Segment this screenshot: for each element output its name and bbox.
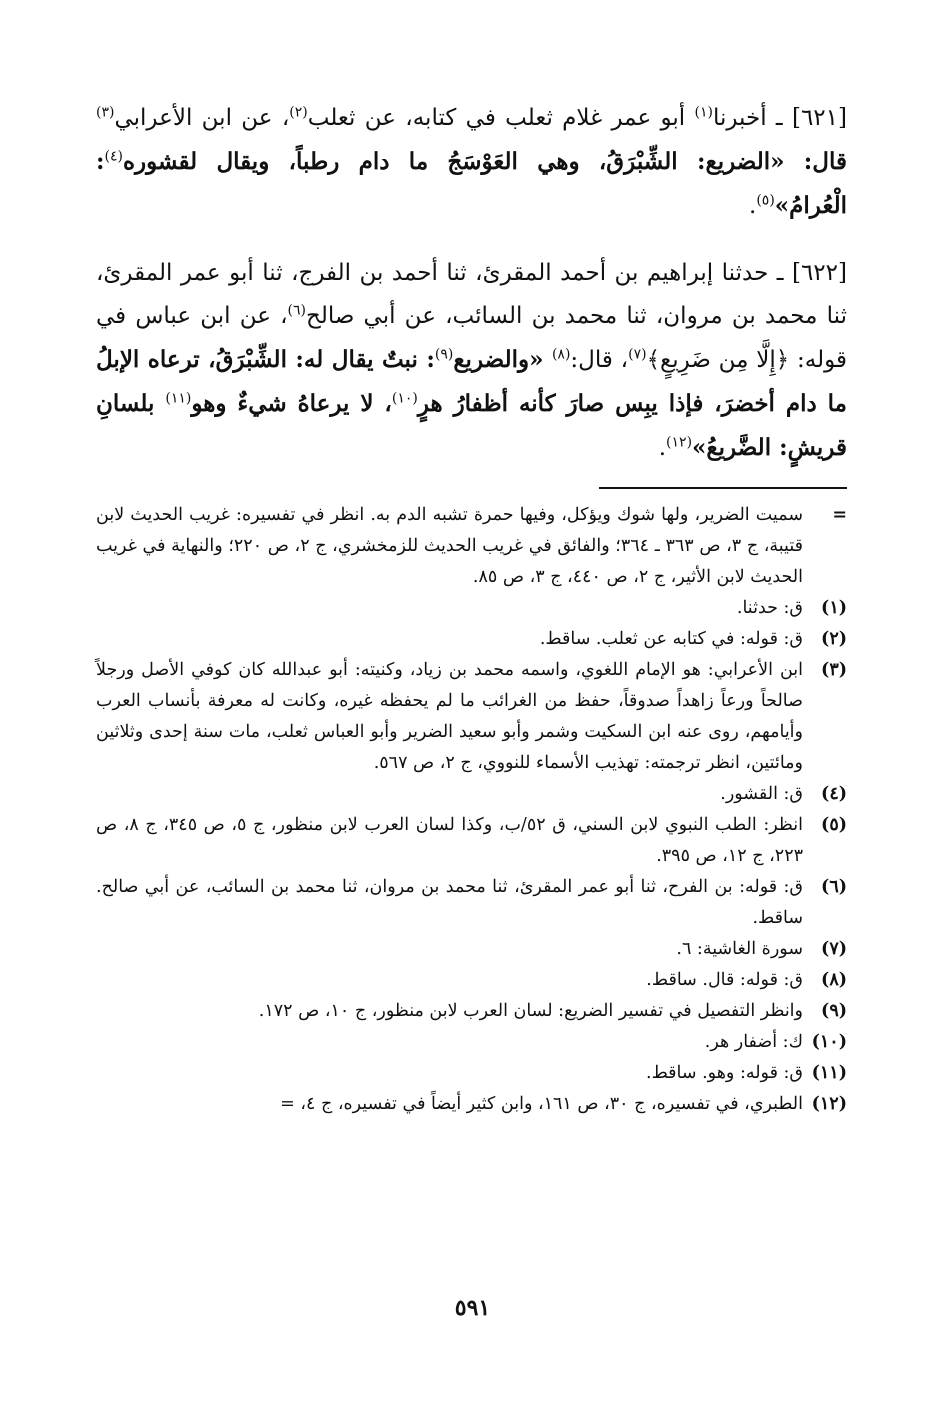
footnote-5 bbox=[96, 810, 847, 872]
footnote-number: (٧) bbox=[821, 939, 847, 959]
footnote-text: ق: قوله: بن الفرح، ثنا أبو عمر المقرئ، ثنا محمد بن مروان، ثنا محمد بن السائب، عن أبي صالح. ساقط. bbox=[96, 877, 803, 928]
p622-segment: ، قال: bbox=[570, 347, 629, 373]
footnote-text: ابن الأعرابي: هو الإمام اللغوي، واسمه محمد بن زياد، وكنيته: أبو عبدالله كان كوفي الأصل ورجلاً صالحاً ورعاً زاهداً صدوقاً، حفظ من الغرائب ما لم يحفظه غيره، وكانت له معرفة بأنساب العرب وأيامهم، روى عنه ابن السكيت وشمر وأبو سعيد الضرير وأبو العباس ثعلب، مات سنة إحدى وثلاثين ومائتين، انظر ترجمته: تهذيب الأسماء للنووي، ج ٢، ص ٥٦٧. bbox=[96, 660, 803, 773]
p621-quote: قال: «الضريع: الشِّبْرَقُ، وهي العَوْسَجُ ما دام رطباً، ويقال لقشوره bbox=[122, 148, 847, 175]
footnote-text: ك: أضفار هر. bbox=[704, 1032, 803, 1052]
footnote-8 bbox=[96, 965, 847, 996]
footnote-separator bbox=[599, 487, 847, 489]
footnote-ref: (١٢) bbox=[666, 434, 693, 451]
paragraph-621 bbox=[96, 96, 847, 228]
footnote-7 bbox=[96, 934, 847, 965]
footnote-number: = bbox=[832, 505, 847, 525]
footnote-number: (٨) bbox=[821, 970, 847, 990]
footnotes bbox=[96, 500, 847, 1120]
main-text bbox=[96, 96, 847, 494]
footnote-4 bbox=[96, 779, 847, 810]
footnote-ref: (٣) bbox=[96, 104, 115, 121]
footnote-text: ق: قوله: قال. ساقط. bbox=[646, 970, 803, 990]
footnote-text: ق: القشور. bbox=[720, 784, 803, 804]
footnote-number: (٩) bbox=[821, 1001, 847, 1021]
p622-quote: بلسانِ قريشٍ: الضَّريعُ» bbox=[96, 390, 847, 461]
footnote-ref: (٦) bbox=[287, 302, 306, 319]
p621-segment: ، عن ابن الأعرابي bbox=[114, 105, 290, 131]
p621-segment: . bbox=[749, 193, 757, 219]
p621-segment: [٦٢١] ـ أخبرنا bbox=[712, 105, 847, 131]
footnote-text: انظر: الطب النبوي لابن السني، ق ٥٢/ب، وكذا لسان العرب لابن منظور، ج ٥، ص ٣٤٥، ج ٨، ص ٢٢٣، ج ١٢، ص ٣٩٥. bbox=[96, 815, 803, 866]
footnote-ref: (٢) bbox=[289, 104, 308, 121]
footnote-text: سميت الضرير، ولها شوك ويؤكل، وفيها حمرة تشبه الدم به. انظر في تفسيره: غريب الحديث لابن قتيبة، ج ٣، ص ٣٦٣ ـ ٣٦٤؛ والفائق في غريب الحديث للزمخشري، ج ٢، ص ٢٢٠؛ والنهاية في غريب الحديث لابن الأثير، ج ٢، ص ٤٤٠، ج ٣، ص ٨٥. bbox=[96, 505, 803, 587]
footnote-number: (٥) bbox=[821, 815, 847, 835]
footnote-text: ق: قوله: في كتابه عن ثعلب. ساقط. bbox=[539, 629, 803, 649]
footnote-text: ق: قوله: وهو. ساقط. bbox=[646, 1063, 803, 1083]
p622-segment: ، عن ابن عباس في قوله: ﴿إِلَّا مِن ضَرِيعٍ﴾ bbox=[96, 303, 848, 373]
footnote-number: (١) bbox=[821, 598, 847, 618]
footnote-text: الطبري، في تفسيره، ج ٣٠، ص ١٦١، وابن كثير أيضاً في تفسيره، ج ٤، = bbox=[280, 1094, 803, 1114]
footnote-text: سورة الغاشية: ٦. bbox=[676, 939, 803, 959]
page-number: ٥٩١ bbox=[454, 1295, 491, 1321]
footnote-1 bbox=[96, 593, 847, 624]
footnote-ref: (٧) bbox=[628, 346, 647, 363]
footnote-6 bbox=[96, 872, 847, 934]
p622-quote: «والضريع bbox=[453, 346, 552, 373]
footnote-ref: (٩) bbox=[434, 346, 454, 363]
footnote-ref: (١٠) bbox=[391, 390, 418, 407]
p621-quote: : الْعُرامُ» bbox=[96, 148, 847, 219]
footnote-number: (٦) bbox=[821, 877, 847, 897]
footnote-number: (٤) bbox=[821, 784, 847, 804]
footnote-10 bbox=[96, 1027, 847, 1058]
p622-segment: [٦٢٢] ـ حدثنا إبراهيم بن أحمد المقرئ، ثنا أحمد بن الفرج، ثنا أبو عمر المقرئ، ثنا محمد بن مروان، ثنا محمد بن السائب، عن أبي صالح bbox=[96, 260, 847, 329]
footnote-3 bbox=[96, 655, 847, 779]
footnote-number: (٣) bbox=[821, 660, 847, 680]
p622-segment: . bbox=[658, 435, 667, 461]
footnote-number: (١٢) bbox=[811, 1094, 847, 1114]
footnote-number: (١١) bbox=[811, 1063, 847, 1083]
footnote-number: (١٠) bbox=[811, 1032, 847, 1052]
paragraph-622 bbox=[96, 252, 847, 470]
footnote-ref: (٥) bbox=[756, 192, 775, 209]
footnote-number: (٢) bbox=[821, 629, 847, 649]
footnote-9 bbox=[96, 996, 847, 1027]
p622-quote: : نبتٌ يقال له: الشِّبْرَقُ، ترعاه الإبلُ ما دام أخضرَ، فإذا يبِس صارَ كأنه أظفارُ هرٍ bbox=[96, 346, 847, 417]
footnote-text: وانظر التفصيل في تفسير الضريع: لسان العرب لابن منظور، ج ١٠، ص ١٧٢. bbox=[258, 1001, 803, 1021]
footnote-ref: (٨) bbox=[551, 346, 571, 363]
footnote-ref: (١١) bbox=[165, 390, 192, 407]
p621-segment: أبو عمر غلام ثعلب في كتابه، عن ثعلب bbox=[307, 105, 695, 131]
footnote-ref: (٤) bbox=[104, 148, 123, 165]
footnote-ref: (١) bbox=[694, 104, 713, 121]
footnote-continuation bbox=[96, 500, 847, 593]
p622-quote: ، لا يرعاهُ شيءٌ وهو bbox=[191, 390, 392, 417]
footnote-12 bbox=[96, 1089, 847, 1120]
footnote-text: ق: حدثنا. bbox=[736, 598, 803, 618]
footnote-11 bbox=[96, 1058, 847, 1089]
footnote-2 bbox=[96, 624, 847, 655]
